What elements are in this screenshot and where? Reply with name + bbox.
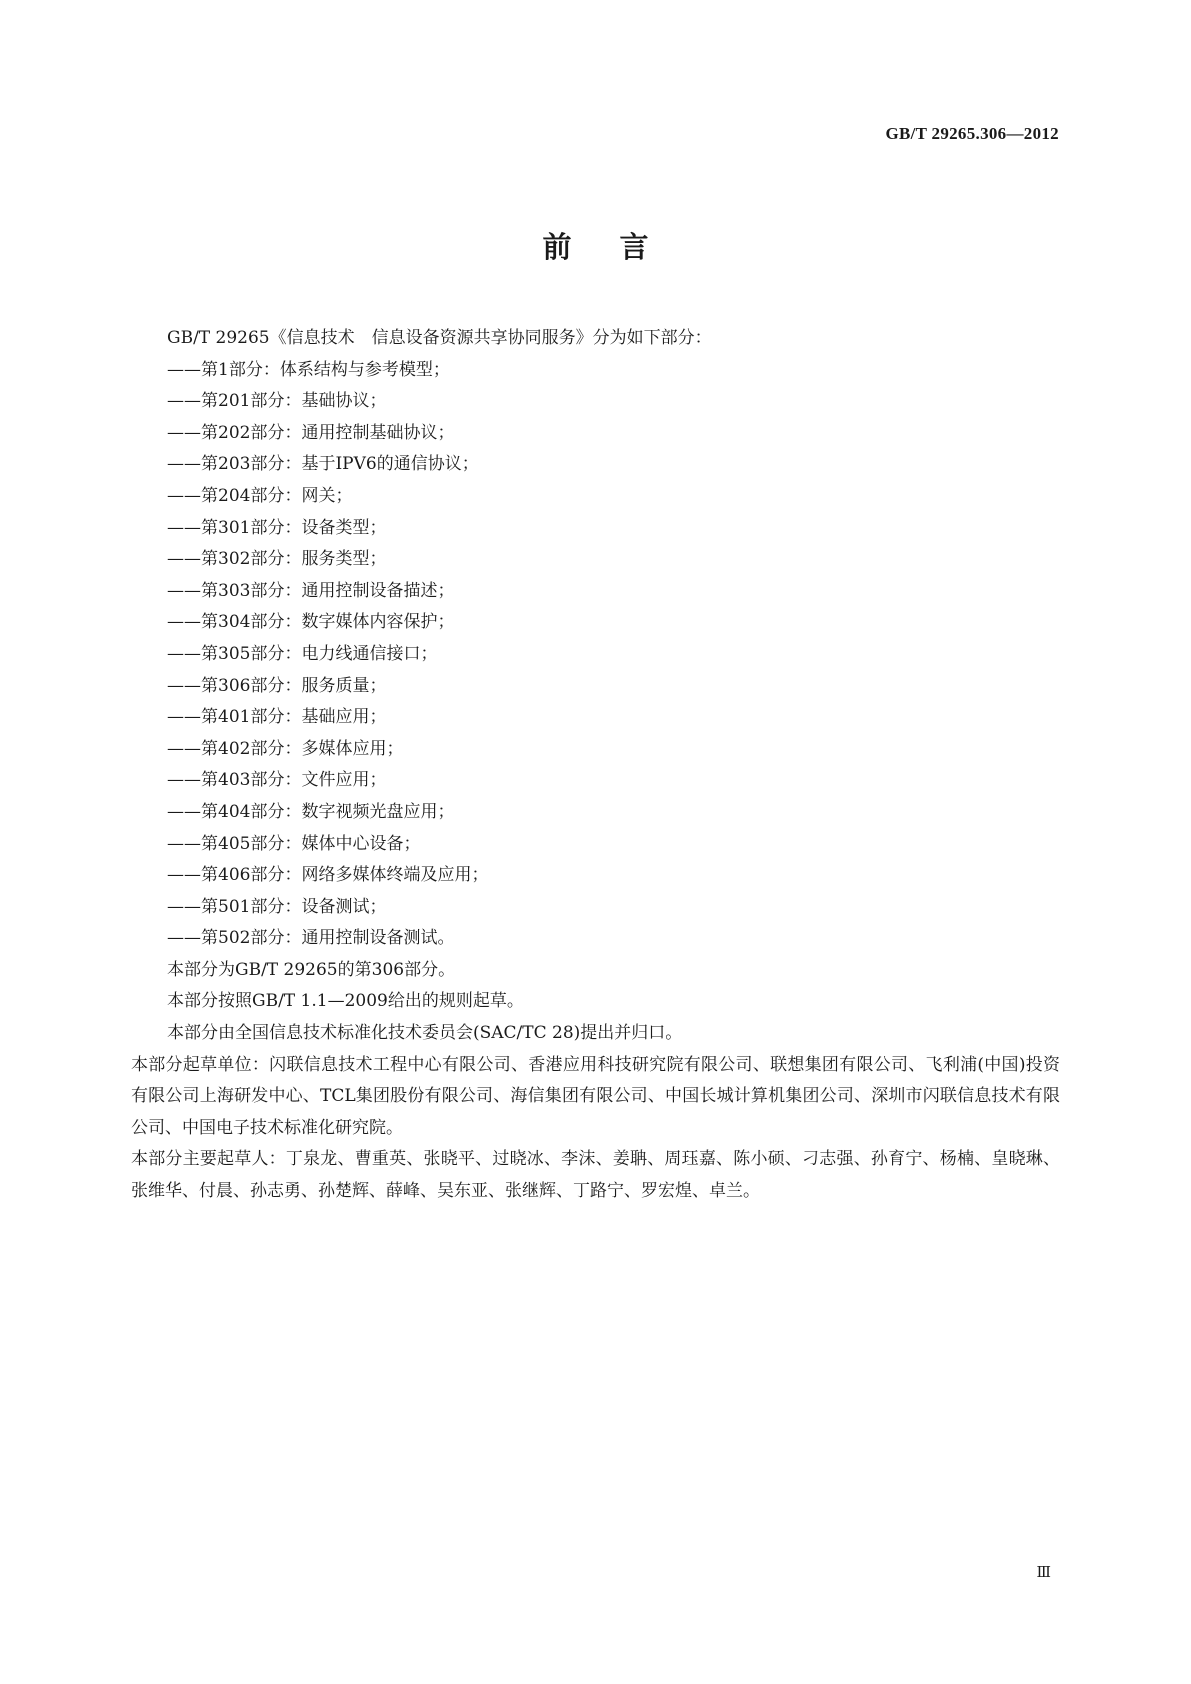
list-item: ——第301部分：设备类型； bbox=[167, 517, 387, 538]
page-title: 前言 bbox=[542, 230, 697, 264]
list-item: ——第201部分：基础协议； bbox=[167, 391, 387, 412]
list-item: ——第305部分：电力线通信接口； bbox=[167, 643, 438, 664]
list-item: ——第304部分：数字媒体内容保护； bbox=[167, 612, 455, 633]
paragraph-part-number: 本部分为GB/T 29265的第306部分。 bbox=[167, 959, 456, 980]
standard-code: GB/T 29265.306—2012 bbox=[885, 124, 1059, 143]
list-item: ——第404部分：数字视频光盘应用； bbox=[167, 801, 455, 822]
paragraph-text: 本部分主要起草人：丁泉龙、曹重英、张晓平、过晓冰、李沫、姜聃、周珏嘉、陈小硕、刁志强、孙育宁、杨楠、皇晓琳、张维华、付晨、孙志勇、孙楚辉、薛峰、吴东亚、张继辉、丁路宁、罗宏煌、卓兰。 bbox=[131, 1149, 1060, 1202]
paragraph-proposer: 本部分由全国信息技术标准化技术委员会(SAC/TC 28)提出并归口。 bbox=[167, 1023, 683, 1044]
list-item: ——第406部分：网络多媒体终端及应用； bbox=[167, 865, 489, 886]
list-item: ——第502部分：通用控制设备测试。 bbox=[167, 928, 455, 949]
paragraph-drafting-units bbox=[131, 1050, 1060, 1145]
parts-list bbox=[167, 355, 1060, 955]
paragraph-drafting-rules: 本部分按照GB/T 1.1—2009给出的规则起草。 bbox=[167, 991, 524, 1012]
list-item: ——第203部分：基于IPV6的通信协议； bbox=[167, 454, 479, 475]
list-item: ——第405部分：媒体中心设备； bbox=[167, 833, 421, 854]
list-item: ——第403部分：文件应用； bbox=[167, 770, 387, 791]
list-item: ——第202部分：通用控制基础协议； bbox=[167, 422, 455, 443]
list-item: ——第402部分：多媒体应用； bbox=[167, 738, 404, 759]
list-item: ——第303部分：通用控制设备描述； bbox=[167, 580, 455, 601]
paragraph-text: 本部分起草单位：闪联信息技术工程中心有限公司、香港应用科技研究院有限公司、联想集团有限公司、飞利浦(中国)投资有限公司上海研发中心、TCL集团股份有限公司、海信集团有限公司、中国长城计算机集团公司、深圳市闪联信息技术有限公司、中国电子技术标准化研究院。 bbox=[131, 1054, 1060, 1138]
list-item: ——第1部分：体系结构与参考模型； bbox=[167, 359, 450, 380]
list-item: ——第401部分：基础应用； bbox=[167, 707, 387, 728]
list-item: ——第302部分：服务类型； bbox=[167, 549, 387, 570]
page-number: Ⅲ bbox=[1036, 1565, 1051, 1581]
list-item: ——第306部分：服务质量； bbox=[167, 675, 387, 696]
intro-line: GB/T 29265《信息技术 信息设备资源共享协同服务》分为如下部分： bbox=[167, 328, 712, 348]
list-item: ——第501部分：设备测试； bbox=[167, 896, 387, 917]
list-item: ——第204部分：网关； bbox=[167, 485, 353, 506]
foreword-body bbox=[131, 323, 1060, 1208]
paragraph-drafters bbox=[131, 1144, 1060, 1207]
